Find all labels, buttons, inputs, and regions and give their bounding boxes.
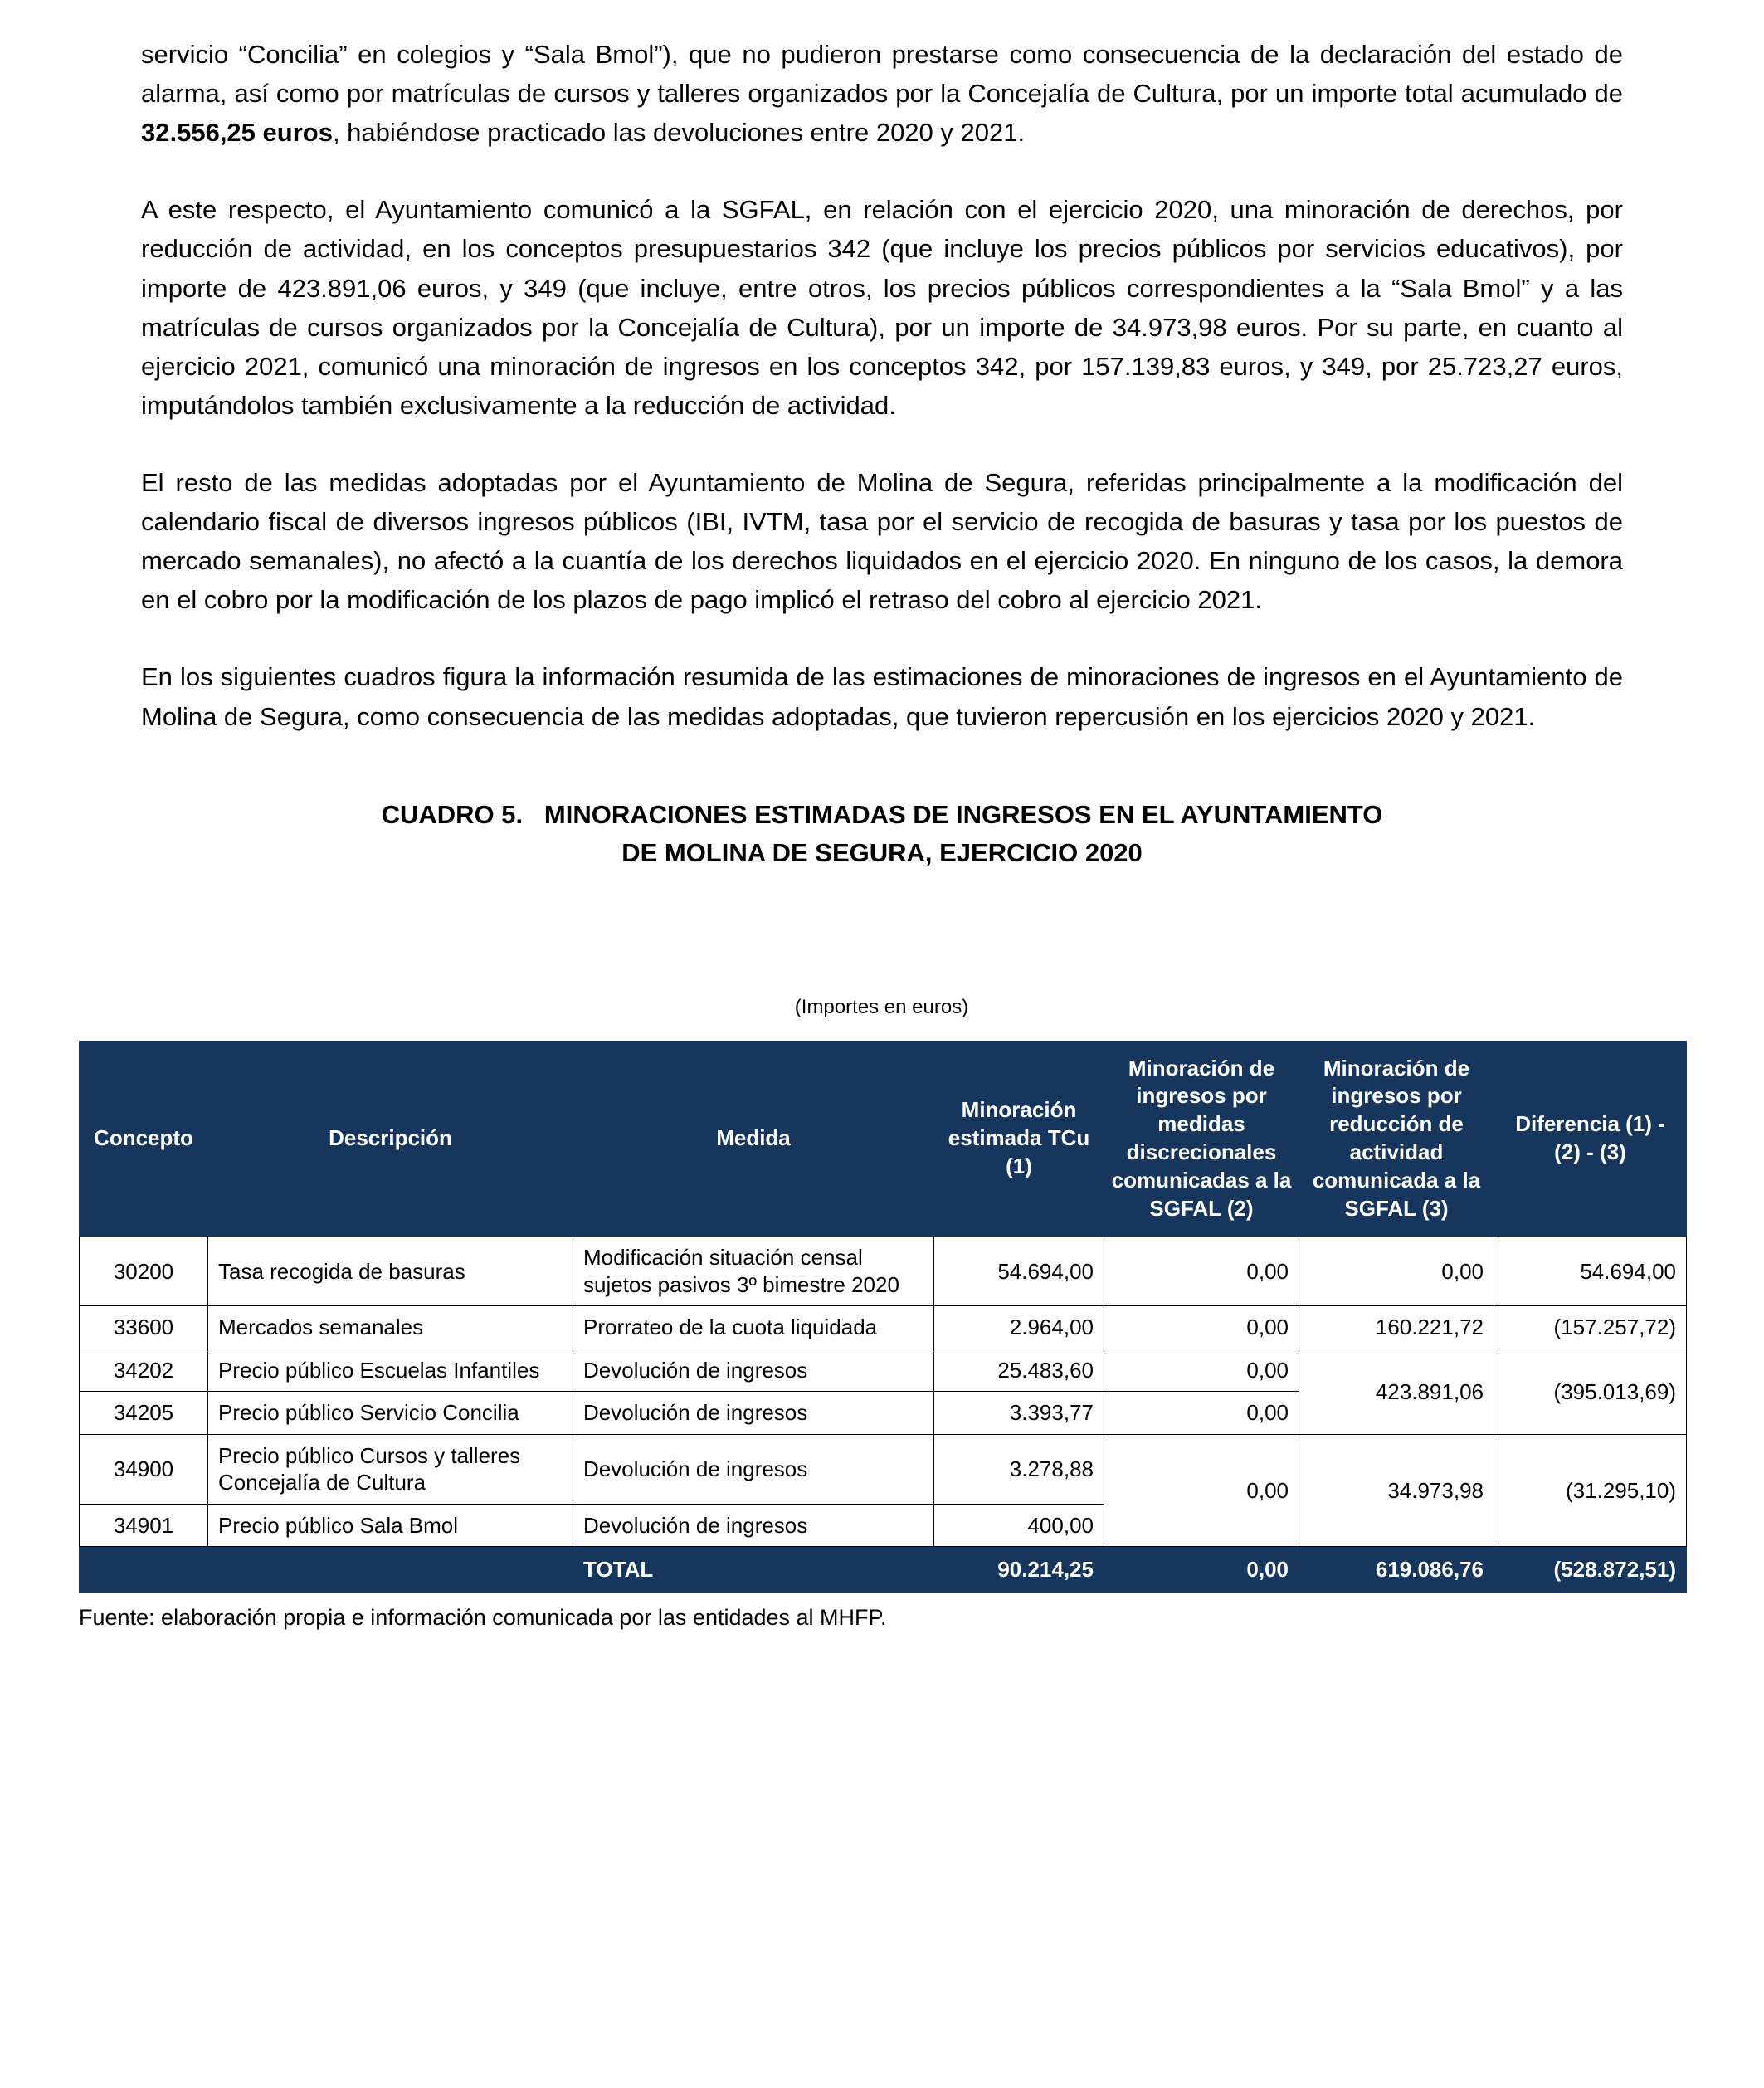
- total-minoracion-estimada: 90.214,25: [934, 1547, 1104, 1593]
- cell-descripcion: Precio público Sala Bmol: [208, 1504, 573, 1547]
- cell-medida: Modificación situación censal sujetos pasivos 3º bimestre 2020: [573, 1237, 934, 1306]
- table-units-caption: (Importes en euros): [794, 995, 969, 1018]
- paragraph-3: El resto de las medidas adoptadas por el Ayuntamiento de Molina de Segura, referidas principalmente a la modificación del calendario fiscal de diversos ingresos públicos (IBI, IVTM, tasa por el servicio de recogida de basuras y tasa por los puestos de mercado semanales), no afectó a la cuantía de los derechos liquidados en el ejercicio 2020. En ninguno de los casos, la demora en el cobro por la modificación de los plazos de pago implicó el retraso del cobro al ejercicio 2021.: [141, 467, 1623, 615]
- header-minoracion-medidas-discrecionales: Minoración de ingresos por medidas discrecionales comunicadas a la SGFAL (2): [1104, 1041, 1299, 1237]
- total-label: TOTAL: [573, 1547, 934, 1593]
- cell-minoracion-estimada: 3.278,88: [934, 1434, 1104, 1504]
- cell-concepto: 33600: [80, 1306, 208, 1349]
- table-total-row: [80, 1547, 1687, 1593]
- cell-medida: Devolución de ingresos: [573, 1434, 934, 1504]
- cell-concepto: 30200: [80, 1237, 208, 1306]
- cell-concepto: 34900: [80, 1434, 208, 1504]
- cell-concepto: 34901: [80, 1504, 208, 1547]
- cell-diferencia-merged: (31.295,10): [1494, 1434, 1687, 1547]
- cell-minoracion-discrecionales: 0,00: [1104, 1392, 1299, 1435]
- cell-concepto: 34202: [80, 1349, 208, 1392]
- header-minoracion-reduccion-actividad: Minoración de ingresos por reducción de actividad comunicada a la SGFAL (3): [1299, 1041, 1494, 1237]
- header-minoracion-estimada-tcu: Minoración estimada TCu (1): [934, 1041, 1104, 1237]
- cell-minoracion-discrecionales: 0,00: [1104, 1306, 1299, 1349]
- cell-minoracion-actividad: 160.221,72: [1299, 1306, 1494, 1349]
- total-minoracion-discrecionales: 0,00: [1104, 1547, 1299, 1593]
- body-text: [141, 35, 1623, 736]
- cell-minoracion-discrecionales-merged: 0,00: [1104, 1434, 1299, 1547]
- cell-descripcion: Precio público Cursos y talleres Concejalía de Cultura: [208, 1434, 573, 1504]
- cell-minoracion-actividad-merged: 423.891,06: [1299, 1349, 1494, 1434]
- header-diferencia: Diferencia (1) - (2) - (3): [1494, 1041, 1687, 1237]
- cell-medida: Devolución de ingresos: [573, 1504, 934, 1547]
- header-descripcion: Descripción: [208, 1041, 573, 1237]
- table-row-30200: [80, 1237, 1687, 1306]
- cell-minoracion-estimada: 54.694,00: [934, 1237, 1104, 1306]
- cuadro-5-heading: [141, 796, 1623, 873]
- cell-minoracion-discrecionales: 0,00: [1104, 1349, 1299, 1392]
- cuadro-5-table-wrap: [79, 1041, 1686, 1593]
- cell-minoracion-actividad-merged: 34.973,98: [1299, 1434, 1494, 1547]
- cell-diferencia: (157.257,72): [1494, 1306, 1687, 1349]
- cell-descripcion: Tasa recogida de basuras: [208, 1237, 573, 1306]
- cell-concepto: 34205: [80, 1392, 208, 1435]
- cell-minoracion-estimada: 25.483,60: [934, 1349, 1104, 1392]
- cell-medida: Prorrateo de la cuota liquidada: [573, 1306, 934, 1349]
- cell-medida: Devolución de ingresos: [573, 1349, 934, 1392]
- total-diferencia: (528.872,51): [1494, 1547, 1687, 1593]
- paragraph-2: A este respecto, el Ayuntamiento comunicó a la SGFAL, en relación con el ejercicio 2020, una minoración de derechos, por reducción de actividad, en los conceptos presupuestarios 342 (que incluye los precios públicos por servicios educativos), por importe de 423.891,06 euros, y 349 (que incluye, entre otros, los precios públicos correspondientes a la “Sala Bmol” y a las matrículas de cursos organizados por la Concejalía de Cultura), por un importe de 34.973,98 euros. Por su parte, en cuanto al ejercicio 2021, comunicó una minoración de ingresos en los conceptos 342, por 157.139,83 euros, y 349, por 25.723,27 euros, imputándolos también exclusivamente a la reducción de actividad.: [141, 195, 1623, 420]
- paragraph-1-before: servicio “Concilia” en colegios y “Sala Bmol”), que no pudieron prestarse como consecuencia de la declaración del estado de alarma, así como por matrículas de cursos y talleres organizados por la Concejalía de Cultura, por un importe total acumulado de: [141, 40, 1623, 109]
- cell-medida: Devolución de ingresos: [573, 1392, 934, 1435]
- cell-minoracion-estimada: 3.393,77: [934, 1392, 1104, 1435]
- header-medida: Medida: [573, 1041, 934, 1237]
- paragraph-1-after: , habiéndose practicado las devoluciones entre 2020 y 2021.: [332, 118, 1026, 148]
- source-note: Fuente: elaboración propia e información comunicada por las entidades al MHFP.: [79, 1604, 887, 1630]
- cell-minoracion-discrecionales: 0,00: [1104, 1237, 1299, 1306]
- total-minoracion-actividad: 619.086,76: [1299, 1547, 1494, 1593]
- paragraph-1: [141, 35, 1623, 152]
- paragraph-4: En los siguientes cuadros figura la información resumida de las estimaciones de minoraciones de ingresos en el Ayuntamiento de Molina de Segura, como consecuencia de las medidas adoptadas, que tuvieron repercusión en los ejercicios 2020 y 2021.: [141, 662, 1623, 731]
- cell-diferencia-merged: (395.013,69): [1494, 1349, 1687, 1434]
- paragraph-1-bold-amount: 32.556,25 euros: [141, 118, 333, 148]
- table-row-34900: [80, 1434, 1687, 1504]
- cell-diferencia: 54.694,00: [1494, 1237, 1687, 1306]
- cell-descripcion: Mercados semanales: [208, 1306, 573, 1349]
- table-row-33600: [80, 1306, 1687, 1349]
- total-row-spacer: [80, 1547, 573, 1593]
- table-header-row: [80, 1041, 1687, 1237]
- cell-descripcion: Precio público Servicio Concilia: [208, 1392, 573, 1435]
- cell-minoracion-estimada: 2.964,00: [934, 1306, 1104, 1349]
- cell-minoracion-actividad: 0,00: [1299, 1237, 1494, 1306]
- cuadro-5-heading-line-2: DE MOLINA DE SEGURA, EJERCICIO 2020: [621, 838, 1143, 868]
- cell-descripcion: Precio público Escuelas Infantiles: [208, 1349, 573, 1392]
- table-row-34202: [80, 1349, 1687, 1392]
- cell-minoracion-estimada: 400,00: [934, 1504, 1104, 1547]
- cuadro-5-table: [79, 1041, 1687, 1593]
- cuadro-5-heading-line-1: CUADRO 5. MINORACIONES ESTIMADAS DE INGRESOS EN EL AYUNTAMIENTO: [381, 799, 1383, 829]
- header-concepto: Concepto: [80, 1041, 208, 1237]
